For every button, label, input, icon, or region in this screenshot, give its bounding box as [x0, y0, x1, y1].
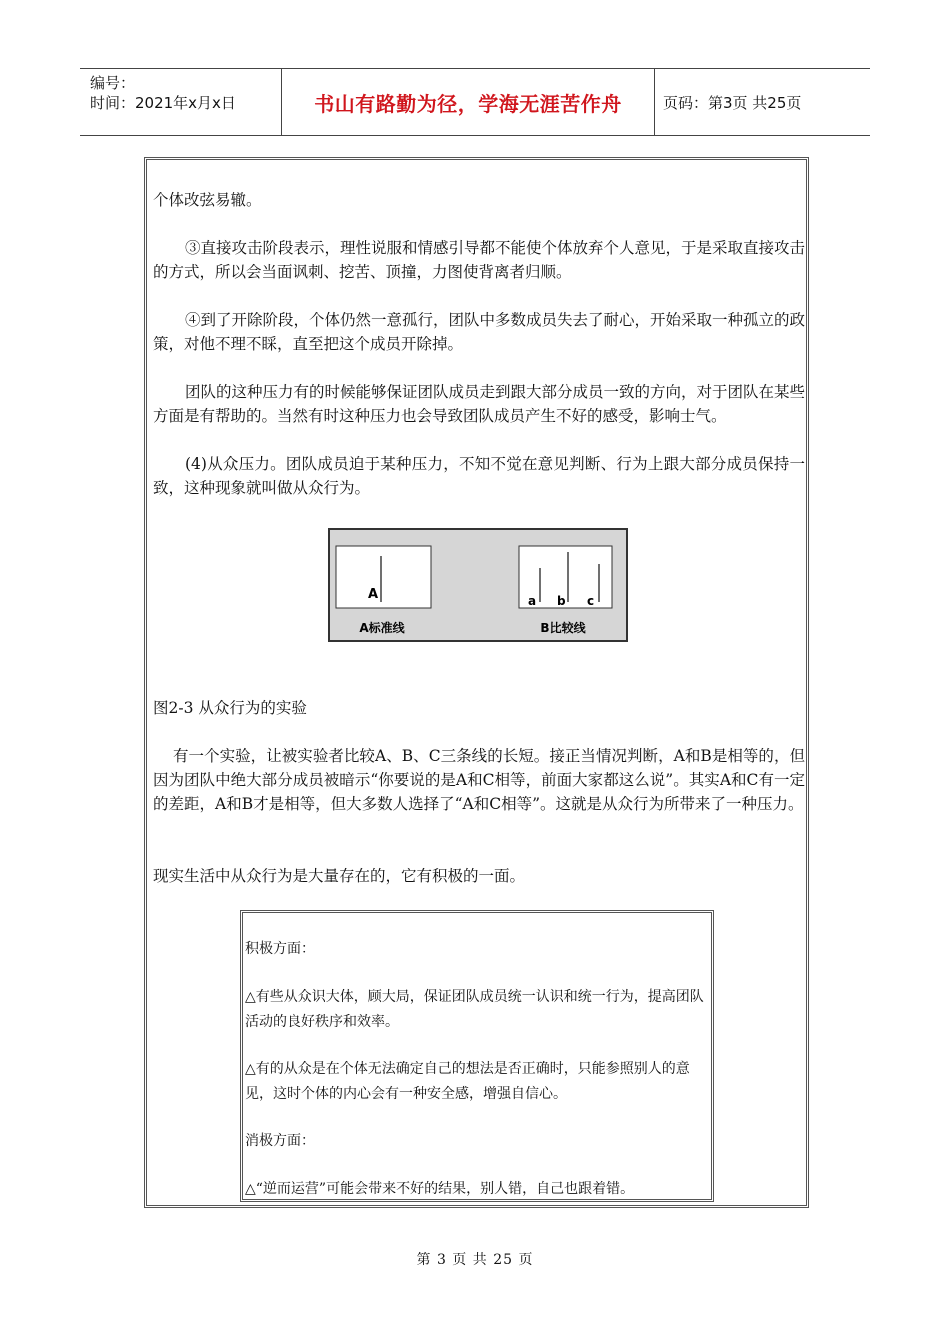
comparison-letter-c: c — [587, 594, 595, 608]
paragraph-conformity: (4)从众压力。团队成员迫于某种压力，不知不觉在意见判断、行为上跟大部分成员保持一致，这种现象就叫做从众行为。 — [153, 455, 805, 497]
paragraph-experiment: 有一个实验，让被实验者比较A、B、C三条线的长短。接正当情况判断，A和B是相等的，但因为团队中绝大部分成员被暗示“你要说的是A和C相等，前面大家都这么说”。其实A和C有一定的差距，A和B才是相等，但大多数人选择了“A和C相等”。这就是从众行为所带来了一种压力。 — [153, 747, 805, 813]
conformity-experiment-figure — [328, 528, 628, 642]
figure-svg — [330, 530, 626, 640]
positive-item-1: △有些从众识大体，顾大局，保证团队成员统一认识和统一行为，提高团队活动的良好秩序和效率。 — [245, 989, 704, 1030]
header-motto: 书山有路勤为径，学海无涯苦作舟 — [314, 91, 622, 116]
standard-line-label: A标准线 — [359, 621, 405, 635]
paragraph-reality: 现实生活中从众行为是大量存在的，它有积极的一面。 — [153, 867, 526, 885]
standard-line-letter: A — [368, 587, 379, 602]
header-meta — [80, 69, 281, 135]
negative-item-1: △“逆而运营”可能会带来不好的结果，别人错，自己也跟着错。 — [245, 1181, 635, 1197]
comparison-lines-label: B比较线 — [540, 621, 586, 635]
positive-heading: 积极方面： — [245, 941, 315, 957]
comparison-letter-b: b — [557, 594, 566, 608]
paragraph-expulsion: ④到了开除阶段，个体仍然一意孤行，团队中多数成员失去了耐心，开始采取一种孤立的政策，对他不理不睬，直至把这个成员开除掉。 — [153, 311, 806, 353]
page-footer: 第 3 页 共 25 页 — [416, 1252, 534, 1268]
standard-line-panel — [336, 546, 431, 608]
figure-caption: 图2-3 从众行为的实验 — [153, 699, 307, 717]
paragraph-team-pressure: 团队的这种压力有的时候能够保证团队成员走到跟大部分成员一致的方向，对于团队在某些方面是有帮助的。当然有时这种压力也会导致团队成员产生不好的感受，影响士气。 — [153, 383, 806, 425]
paragraph-1: 个体改弦易辙。 — [153, 191, 262, 209]
document-number-label: 编号： — [90, 74, 136, 92]
pros-cons-box — [240, 910, 714, 1202]
comparison-letter-a: a — [528, 594, 537, 608]
negative-heading: 消极方面： — [245, 1133, 315, 1149]
document-date: 时间：2021年x月x日 — [90, 94, 236, 112]
page-header — [80, 68, 870, 136]
paragraph-direct-attack: ③直接攻击阶段表示，理性说服和情感引导都不能使个体放弃个人意见，于是采取直接攻击的方式，所以会当面讽刺、挖苦、顶撞，力图使背离者归顺。 — [153, 239, 806, 281]
header-motto-cell — [281, 69, 655, 135]
header-page-info: 页码：第3页 共25页 — [663, 93, 802, 112]
positive-item-2: △有的从众是在个体无法确定自己的想法是否正确时，只能参照别人的意见，这时个体的内心会有一种安全感，增强自信心。 — [245, 1061, 690, 1102]
